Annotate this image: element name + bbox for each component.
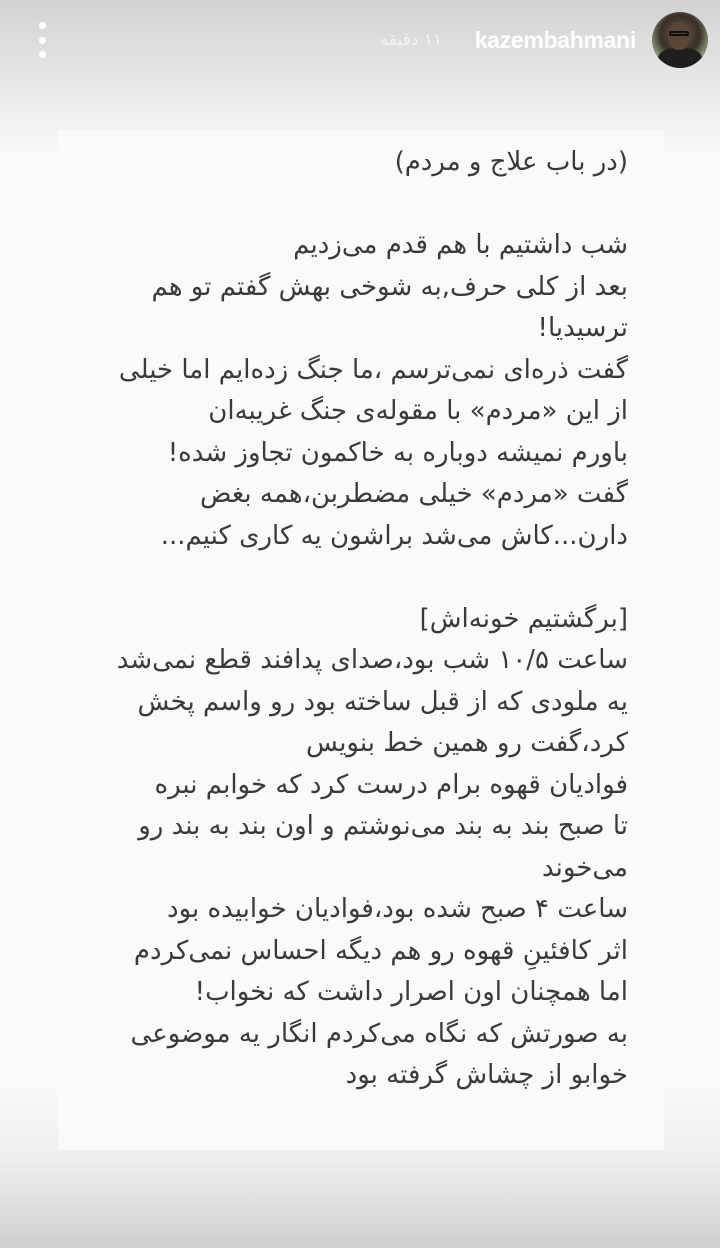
story-line: تا صبح بند به بند می‌نوشتم و اون بند به بند رو bbox=[138, 811, 628, 841]
story-line: می‌خوند bbox=[542, 852, 628, 883]
blank-line bbox=[48, 184, 628, 226]
story-line: اثر کافئینِ قهوه رو هم دیگه احساس نمی‌کردم bbox=[133, 935, 628, 966]
story-line: گفت «مردم» خیلی مضطربن،همه بغض bbox=[200, 479, 628, 509]
story-line: شب داشتیم با هم قدم می‌زدیم bbox=[293, 230, 628, 260]
more-vertical-icon-dot bbox=[39, 51, 46, 58]
avatar-glasses bbox=[669, 31, 689, 36]
story-line: از این «مردم» با مقوله‌ی جنگ غریبه‌ان bbox=[208, 396, 628, 426]
avatar-face bbox=[668, 22, 690, 50]
avatar-body bbox=[658, 48, 702, 68]
post-timestamp: ۱۱ دقیقه bbox=[379, 30, 442, 50]
story-line: اما همچنان اون اصرار داشت که نخواب! bbox=[194, 977, 628, 1007]
story-line: ترسیدیا! bbox=[537, 313, 628, 343]
username-link[interactable]: kazembahmani bbox=[474, 27, 636, 53]
story-line: دارن...کاش می‌شد براشون یه کاری کنیم... bbox=[160, 520, 628, 551]
story-title: (در باب علاج و مردم) bbox=[394, 147, 628, 177]
story-line: [برگشتیم خونه‌اش] bbox=[419, 603, 628, 634]
more-vertical-icon-dot bbox=[39, 22, 46, 29]
story-line: ساعت ۱۰/۵ شب بود،صدای پدافند قطع نمی‌شد bbox=[116, 645, 628, 675]
story-line: یه ملودی که از قبل ساخته بود رو واسم پخش bbox=[137, 686, 628, 717]
story-line: ساعت ۴ صبح شده بود،فوادیان خوابیده بود bbox=[167, 894, 628, 924]
story-text-body bbox=[48, 142, 628, 1097]
story-line: بعد از کلی حرف,به شوخی بهش گفتم تو هم bbox=[151, 271, 628, 302]
blank-line bbox=[48, 557, 628, 599]
story-line: کرد،گفت رو همین خط بنویس bbox=[306, 728, 628, 758]
user-avatar[interactable] bbox=[652, 12, 708, 68]
story-line: فوادیان قهوه برام درست کرد که خوابم نبره bbox=[154, 769, 628, 800]
story-header bbox=[0, 0, 720, 90]
story-line: گفت ذره‌ای نمی‌ترسم ،ما جنگ زده‌ایم اما خیلی bbox=[118, 354, 628, 385]
story-line: به صورتش که نگاه می‌کردم انگار یه موضوعی bbox=[130, 1018, 628, 1049]
more-vertical-icon-dot bbox=[39, 37, 46, 44]
story-line: خوابو از چشاش گرفته بود bbox=[345, 1060, 628, 1090]
more-options-button[interactable] bbox=[30, 22, 54, 58]
story-line: باورم نمیشه دوباره به خاکمون تجاوز شده! bbox=[167, 437, 628, 468]
